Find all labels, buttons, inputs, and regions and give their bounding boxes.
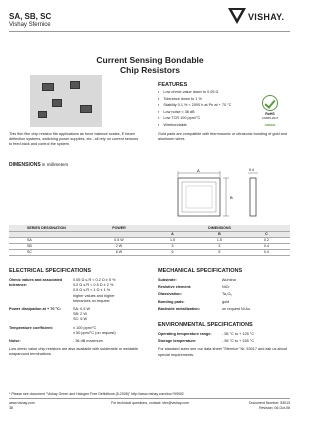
series-title: SA, SB, SC [9, 12, 52, 21]
spec-value: gold [222, 299, 230, 304]
ohmic-label: Ohmic values and associated tolerance: [9, 278, 63, 288]
tcr-values [73, 326, 116, 336]
features-heading: FEATURES [158, 82, 188, 88]
table-header-cell: B [196, 231, 243, 237]
table-header-cell: SERIES DESIGNATION [9, 225, 89, 231]
spec-value: - 55 °C to + 125 °C [222, 332, 255, 336]
electrical-note: Low ohmic value chip resistors are also available with solderable or weldable wraparound terminations. [9, 347, 139, 357]
noise-label: Noise: [9, 339, 21, 344]
revision: Revision: 06-Oct-06 [259, 406, 290, 410]
spec-label: Resistive element: [158, 285, 192, 290]
document-number: Document Number: 53013 [248, 401, 290, 405]
feature-item: ▪ Low TCR 100 ppm/°C [158, 115, 231, 122]
dim-label-a: A [197, 168, 200, 173]
spec-label: Storage temperature: [158, 339, 197, 344]
product-photo [30, 75, 102, 127]
environmental-specs [158, 332, 290, 358]
table-header-cell: C [243, 231, 290, 237]
spec-value: on request Ni Au [222, 306, 251, 311]
table-cell: 0.4 [243, 249, 290, 255]
dimensions-heading [9, 162, 68, 168]
power-value: SC: 6 W [73, 317, 88, 322]
brand-subtitle: Vishay Sfernice [9, 22, 51, 28]
header-divider [9, 31, 290, 32]
table-cell: 6 W [89, 249, 149, 255]
table-cell: 0.2 [243, 237, 290, 243]
power-value: SA: 0.5 W [73, 307, 91, 312]
ohmic-value: 0.5 Ω ≤ R < 1 Ω ± 1 % [73, 288, 111, 293]
table-cell: SA [9, 237, 89, 243]
footnote: * Please see document "Vishay Green and Halogen Free Definitions (5-2008)" http://www.vishay.com/doc?99902 [9, 392, 184, 396]
table-cell: 0.4 [243, 243, 290, 249]
title-line-2: Chip Resistors [120, 65, 180, 75]
table-cell: 1.5 [196, 237, 243, 243]
chip-image [38, 111, 47, 118]
table-cell: 6 [149, 249, 196, 255]
logo-text: VISHAY. [248, 12, 285, 22]
table-header-cell: A [149, 231, 196, 237]
feature-item: ▪ Wirebondable [158, 122, 231, 129]
ohmic-value: higher values and higher [73, 293, 115, 298]
features-list [158, 89, 231, 129]
spec-value: Alumina [222, 278, 236, 282]
dim-label-b: B [230, 195, 233, 200]
description-text: This thin film chip resistor fits applications as force balance scales, E beam deflection systems, switching power supplies, etc., all rely on current sensors to feed back and control the system. [9, 132, 139, 146]
website-link[interactable]: www.vishay.com [9, 401, 35, 405]
table-row [9, 249, 290, 255]
page-number: 38 [9, 406, 13, 410]
electrical-specs [9, 278, 149, 358]
chip-image [52, 99, 62, 107]
title-line-1: Current Sensing Bondable [96, 55, 204, 65]
feature-item: ▪ Low noise < 36 dB [158, 109, 231, 116]
feature-item: ▪ Low ohmic value down to 0.05 Ω [158, 89, 231, 96]
power-label: Power dissipation at + 70 °C: [9, 307, 62, 312]
chip-image [70, 81, 80, 89]
ohmic-value: tolerances on request [73, 298, 110, 303]
footer-divider [9, 398, 290, 399]
vishay-logo-icon [228, 8, 246, 24]
footer-right [249, 401, 290, 411]
tcr-value: ± 100 ppm/°C [73, 325, 97, 330]
spec-value: Ta₂O₅ [222, 292, 232, 297]
power-values [73, 307, 90, 323]
table-cell: 5 [196, 249, 243, 255]
table-cell: 0.5 W [89, 237, 149, 243]
chip-image [42, 83, 54, 91]
table-header-cell: DIMENSIONS [149, 225, 290, 231]
table-cell: SC [9, 249, 89, 255]
ohmic-values [73, 278, 115, 304]
dimension-drawing [150, 168, 280, 220]
ohmic-value: 0.05 Ω ≤ R < 0.2 Ω ± 5 % [73, 278, 116, 282]
electrical-heading: ELECTRICAL SPECIFICATIONS [9, 268, 91, 274]
table-cell: 3 [196, 243, 243, 249]
spec-value: - 55 °C to + 155 °C [222, 339, 255, 344]
table-cell: 3 [149, 243, 196, 249]
rohs-label: RoHS [265, 112, 275, 116]
green-label: GREEN [264, 123, 276, 127]
tcr-label: Temperature coefficient: [9, 325, 54, 330]
table-cell: SB [9, 243, 89, 249]
dimensions-title: DIMENSIONS [9, 162, 41, 168]
rohs-compliant: COMPLIANT [261, 116, 279, 120]
mechanical-specs [158, 278, 290, 314]
power-value: SB: 2 W [73, 312, 87, 317]
spec-label: Backside metallization: [158, 306, 200, 311]
vishay-logo [228, 8, 288, 30]
feature-item: ▪ Stability 0.1 % < 2000 h at Pn at + 70 °C [158, 102, 231, 109]
document-title [0, 55, 300, 75]
chip-image [80, 105, 92, 113]
tcr-value: ± 50 ppm/°C (on request) [73, 330, 116, 335]
dimensions-unit: in millimeters [41, 162, 69, 167]
table-cell: 2 W [89, 243, 149, 249]
spec-label: Glassivation: [158, 292, 182, 297]
rohs-check-icon [262, 95, 278, 111]
dim-label-thickness: 0.4 [249, 168, 254, 172]
environmental-heading: ENVIRONMENTAL SPECIFICATIONS [158, 322, 253, 328]
spec-label: Substrate: [158, 278, 177, 282]
bonding-text: Gold pads are compatible with thermosonic or ultrasonic bonding of gold and aluminum wires. [158, 132, 287, 141]
spec-label: Operating temperature range: [158, 332, 212, 336]
ohmic-value: 0.2 Ω ≤ R < 0.5 Ω ± 2 % [73, 283, 114, 288]
environmental-note: For standard sizes see our data sheet "Sfernice" Nr. 53017 and ask us about special requirements. [158, 347, 287, 357]
spec-value: NiCr [222, 285, 230, 290]
mechanical-heading: MECHANICAL SPECIFICATIONS [158, 268, 243, 274]
dimensions-table [9, 225, 290, 256]
footer-contact: For technical questions, contact: sfer@vishay.com [111, 401, 189, 405]
spec-label: Bonding pads: [158, 299, 185, 304]
table-cell: 1.5 [149, 237, 196, 243]
noise-value: - 36 dB maximum [73, 339, 103, 344]
feature-item: ▪ Tolerance down to 1 % [158, 96, 231, 103]
table-header-cell: POWER [89, 225, 149, 231]
rohs-badge [260, 95, 280, 127]
